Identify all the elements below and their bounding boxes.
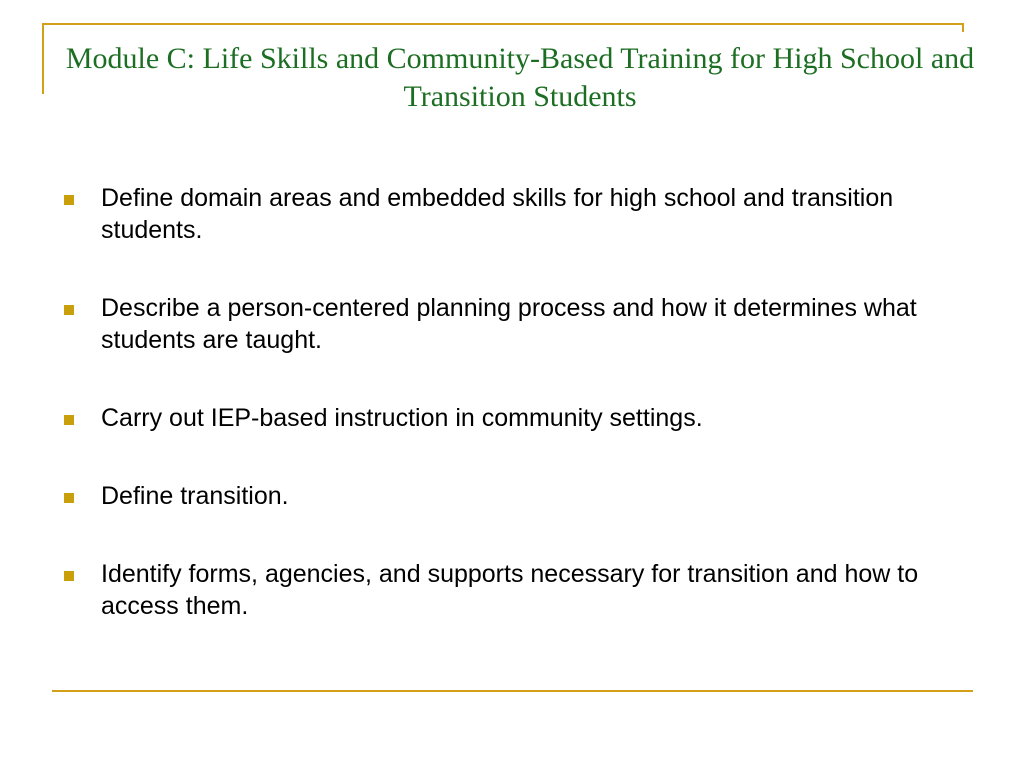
slide-title: Module C: Life Skills and Community-Based Training for High School and Transition Students bbox=[65, 42, 975, 113]
square-bullet-icon bbox=[64, 195, 74, 205]
bullet-item bbox=[64, 182, 964, 246]
frame-right-tick bbox=[962, 23, 964, 32]
frame-top-line bbox=[42, 23, 964, 25]
frame-left-line bbox=[42, 23, 44, 94]
bullet-list bbox=[64, 182, 964, 622]
bullet-text: Describe a person-centered planning process and how it determines what students are taught. bbox=[101, 294, 917, 354]
bullet-item bbox=[64, 292, 964, 356]
bullet-text: Carry out IEP-based instruction in community settings. bbox=[101, 404, 703, 432]
square-bullet-icon bbox=[64, 415, 74, 425]
bullet-item bbox=[64, 402, 964, 434]
square-bullet-icon bbox=[64, 571, 74, 581]
bullet-text: Identify forms, agencies, and supports necessary for transition and how to access them. bbox=[101, 560, 919, 620]
square-bullet-icon bbox=[64, 305, 74, 315]
bullet-item bbox=[64, 558, 964, 622]
bullet-item bbox=[64, 480, 964, 512]
square-bullet-icon bbox=[64, 493, 74, 503]
frame-bottom-line bbox=[52, 690, 973, 692]
bullet-text: Define transition. bbox=[101, 482, 289, 510]
bullet-text: Define domain areas and embedded skills for high school and transition students. bbox=[101, 184, 894, 244]
